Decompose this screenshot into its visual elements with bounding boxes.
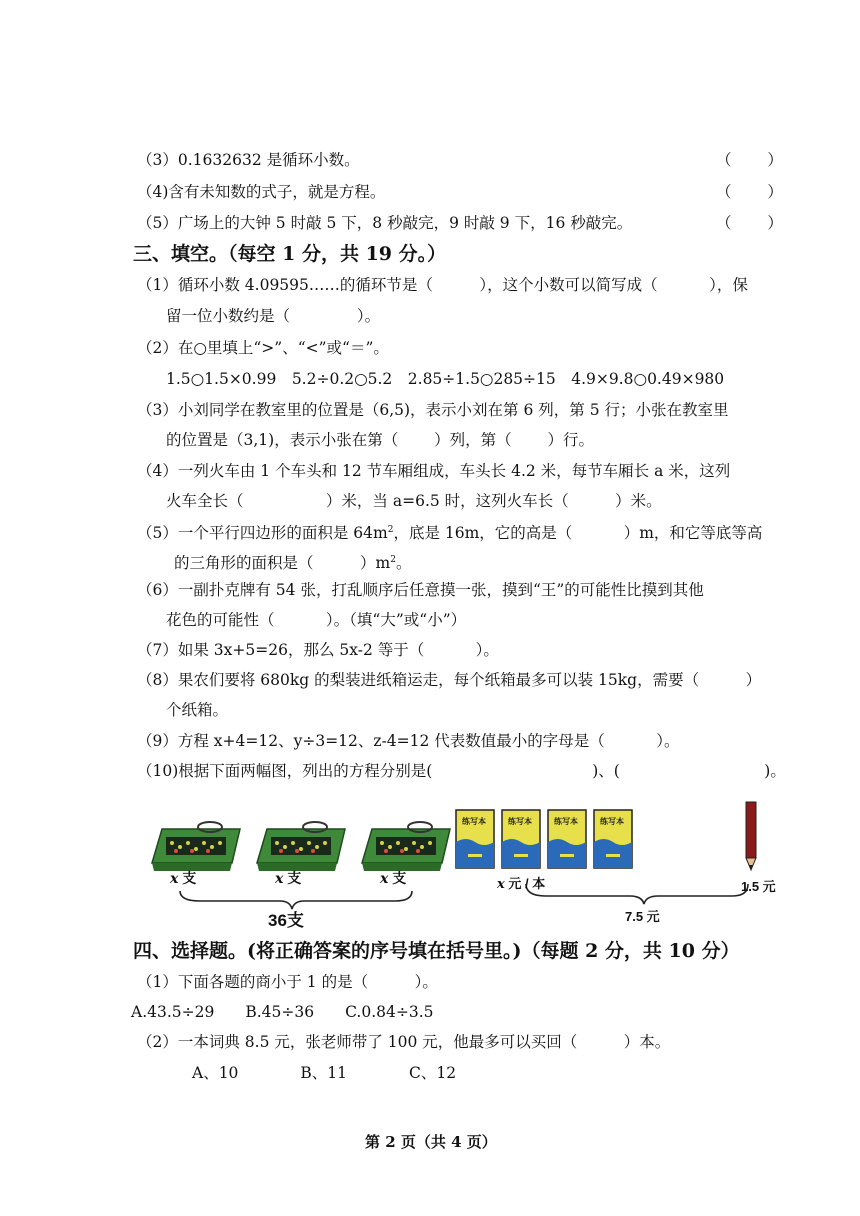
- answer-blank: （ ）: [716, 151, 783, 169]
- section-4-heading: 四、选择题。(将正确答案的序号填在括号里。)（每题 2 分，共 10 分）: [133, 940, 740, 962]
- abacus-icon: [152, 822, 240, 871]
- fill-item-3-cont: 的位置是（3,1)，表示小张在第（ ）列，第（ ）行。: [166, 431, 595, 449]
- fill-item-4: （4）一列火车由 1 个车头和 12 节车厢组成，车头长 4.2 米，每节车厢长 a 米，这列: [137, 462, 731, 480]
- notebook-text: 练写本: [554, 817, 578, 826]
- fill-item-10: （10)根据下面两幅图，列出的方程分别是( )、( )。: [137, 762, 786, 780]
- fill-item-4-cont: 火车全长（ ）米，当 a=6.5 时，这列火车长（ ）米。: [166, 492, 662, 510]
- choice-item-1: （1）下面各题的商小于 1 的是（ ）。: [137, 973, 438, 991]
- fill-item-2-expressions: 1.5○1.5×0.99 5.2÷0.2○5.2 2.85÷1.5○285÷15 4.9×9.8○0.49×980: [166, 370, 725, 388]
- pencil-icon: [746, 802, 756, 870]
- fill-item-2: （2）在○里填上“>”、“<”或“＝”。: [137, 339, 389, 357]
- notebook-text: 练写本: [600, 817, 624, 826]
- fill-item-9: （9）方程 x+4=12、y÷3=12、z-4=12 代表数值最小的字母是（ ）。: [137, 732, 680, 750]
- abacus-label: x 支: [275, 870, 302, 887]
- notebook-price-label: x 元 / 本: [497, 876, 546, 892]
- abacus-icon: [362, 822, 450, 871]
- choice-item-2-options: A、10 B、11 C、12: [192, 1064, 457, 1082]
- abacus-label: x 支: [170, 870, 197, 887]
- judge-item-4: （4)含有未知数的式子，就是方程。: [137, 183, 386, 201]
- answer-blank: （ ）: [716, 214, 783, 232]
- fill-item-8: （8）果农们要将 680kg 的梨装进纸箱运走，每个纸箱最多可以装 15kg，需要（ ）: [137, 671, 762, 689]
- abacus-icon: [257, 822, 345, 871]
- fill-item-6: （6）一副扑克牌有 54 张，打乱顺序后任意摸一张，摸到“王”的可能性比摸到其他: [137, 581, 704, 599]
- page-number: 第 2 页（共 4 页）: [365, 1133, 497, 1151]
- section-3-heading: 三、填空。（每空 1 分，共 19 分。）: [133, 243, 447, 265]
- fill-item-1: （1）循环小数 4.09595……的循环节是（ ），这个小数可以简写成（ ），保: [137, 276, 748, 294]
- judge-item-5: （5）广场上的大钟 5 时敲 5 下，8 秒敲完，9 时敲 9 下，16 秒敲完。: [137, 214, 633, 232]
- fill-item-5-cont: 的三角形的面积是（ ）$m^2$。: [174, 554, 412, 572]
- notebook-text: 练写本: [462, 817, 486, 826]
- judge-item-3: （3）0.1632632 是循环小数。: [137, 151, 360, 169]
- answer-blank: （ ）: [716, 183, 783, 201]
- pencil-price-label: 1.5 元: [741, 879, 776, 894]
- choice-item-2: （2）一本词典 8.5 元，张老师带了 100 元，他最多可以买回（ ）本。: [137, 1033, 671, 1051]
- notebook-total-label: 7.5 元: [625, 909, 660, 924]
- fill-item-6-cont: 花色的可能性（ ）。（填“大”或“小”）: [166, 611, 467, 629]
- notebook-text: 练写本: [508, 817, 532, 826]
- fill-item-7: （7）如果 3x+5=26，那么 5x-2 等于（ ）。: [137, 641, 499, 659]
- fill-item-1-cont: 留一位小数约是（ ）。: [166, 307, 381, 325]
- fill-item-5: （5）一个平行四边形的面积是 $64m^2$，底是 16m，它的高是（ ）m，和它等底等高: [137, 524, 763, 542]
- choice-item-1-options: A.43.5÷29 B.45÷36 C.0.84÷3.5: [131, 1003, 434, 1021]
- fill-item-3: （3）小刘同学在教室里的位置是（6,5)，表示小刘在第 6 列，第 5 行；小张在教室里: [137, 401, 729, 419]
- abacus-total-label: 36支: [268, 911, 304, 930]
- abacus-label: x 支: [380, 870, 407, 887]
- fill-item-8-cont: 个纸箱。: [166, 701, 229, 719]
- brace: [526, 884, 748, 904]
